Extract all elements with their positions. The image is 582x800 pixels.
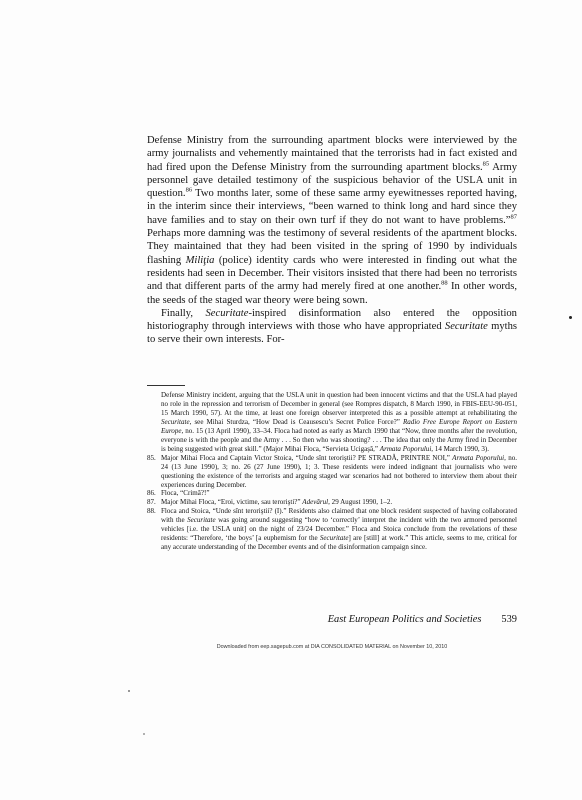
page-number: 539 (501, 614, 517, 625)
scan-speck (128, 690, 130, 692)
footnote-88 (147, 507, 517, 552)
footnote-ref-87: 87 (510, 213, 517, 221)
paragraph-1 (147, 134, 517, 307)
text-run: ] are [still] at work.” This article, seems to me, critical for any accurate understanding of the December events and of the disinformation campaign since. (161, 534, 517, 552)
italic-term: Armata Poporului (452, 453, 505, 462)
text-run: In other words, the seeds of the staged war theory were being sown. (147, 281, 517, 306)
text-run: , no. 15 (13 April 1990), 33–34. Floca had noted as early as March 1990 that “Now, three months after the revolution, everyone is with the people and the Army . . . So then who was shooting? . . . The idea that only the Army fired in December is being suggested with great skill.” (Major Mihai Floca, “Servieta Ucigaşă,” (161, 426, 517, 453)
scan-speck (143, 733, 145, 735)
text-run: , 14 March 1990, 3). (431, 444, 490, 453)
text-run: Army personnel gave detailed testimony of the suspicious behavior of the USLA unit in question. (147, 161, 517, 200)
footnote-87 (147, 498, 517, 507)
text-run: Finally, (161, 307, 206, 319)
italic-term: Miliţia (185, 254, 215, 266)
footnote-ref-85: 85 (482, 160, 490, 168)
journal-title: East European Politics and Societies (327, 614, 482, 625)
footnote-number: 85. (147, 453, 156, 462)
footnote-ref-88: 88 (441, 279, 448, 287)
italic-term: Adevărul (302, 498, 329, 507)
text-run: was going around suggesting “how to ‘correctly’ interpret the incident with the two armored personnel vehicles [i.e. the USLA unit] on the night of 23/24 December.” Floca and Stoica conclude from the revelations of these residents: “Therefore, ‘the boys’ [a euphemism for the (161, 516, 517, 543)
text-run: Perhaps more damning was the testimony of several residents of the apartment blocks. They maintained that they had been visited in the spring of 1990 by individuals flashing (147, 228, 517, 266)
italic-term: Radio Free Europe Report on Eastern Europe (161, 417, 517, 435)
text-run: , see Mihai Sturdza, “How Dead is Ceausescu’s Secret Police Force?” (189, 417, 403, 426)
footnote-continued (147, 391, 517, 454)
footnote-number: 86. (147, 489, 156, 498)
paragraph-2 (147, 307, 517, 347)
italic-term: Securitate (444, 321, 488, 333)
footnote-86 (147, 489, 517, 498)
text-run: Defense Ministry incident, arguing that the USLA unit in question had been innocent victims and that the USLA had played no role in the repression and terrorism of December in general (see Rompres dispatch, 8 March 1990, in FBIS-EEU-90-051, 15 March 1990, 57). At the time, at least one foreign observer interpreted this as a possible attempt at rehabilitating the (161, 391, 517, 417)
footnote-ref-86: 86 (185, 186, 193, 194)
footnotes (147, 391, 517, 552)
italic-term: Securitate (319, 534, 349, 543)
text-run: Major Mihai Floca and Captain Victor Stoica, “Unde sînt teroriştii? PE STRADĂ, PRINTRE NOI,” (161, 453, 453, 462)
text-run: Major Mihai Floca, “Eroi, victime, sau terorişti?” (161, 498, 303, 507)
download-stamp: Downloaded from eep.sagepub.com at DIA CONSOLIDATED MATERIAL on November 10, 2010 (216, 644, 448, 650)
text-run: , no. 24 (13 June 1990), 3; no. 26 (27 June 1990), 1; 3. These residents were indeed indignant that journalists who were questioning the existence of the terrorists and arguing staged war scenarios had not bothered to interview them about their experiences during December. (161, 453, 518, 489)
text-run: Floca and Stoica, “Unde sînt teroriştii? (I).” Residents also claimed that one block resident suspected of having collaborated with the (161, 507, 517, 525)
footnote-number: 87. (147, 498, 156, 507)
running-footer (147, 614, 517, 625)
italic-term: Securitate (205, 307, 249, 319)
footnote-number: 88. (147, 507, 156, 516)
text-run: Two months later, some of these same army eyewitnesses reported having, in the interim since their interviews, “been warned to think long and hard since they have families and to stay on their own turf if they do not want to have problems.” (147, 188, 517, 226)
text-run: , 29 August 1990, 1–2. (328, 498, 393, 507)
footnote-rule (147, 385, 185, 386)
text-run: myths to serve their own interests. For- (147, 321, 517, 346)
text-run: Defense Ministry from the surrounding apartment blocks were interviewed by the army journalists and vehemently maintained that the terrorists had in fact existed and had fired upon the Defense Ministry from the surrounding apartment blocks. (147, 135, 517, 173)
body-text (147, 134, 517, 347)
text-run: -inspired disinformation also entered the opposition historiography through interviews with those who have appropriated (147, 307, 517, 333)
text-run: (police) identity cards who were interested in finding out what the residents had seen in December. Their visitors insisted that there had been no terrorists and that different parts of the army had merely fired at one another. (147, 254, 517, 293)
italic-term: Securitate (161, 417, 190, 426)
italic-term: Armata Poporului (379, 444, 432, 453)
italic-term: Securitate (187, 516, 216, 525)
text-run: Floca, “Crimă?!” (161, 489, 210, 498)
scan-speck (569, 316, 572, 319)
footnote-85 (147, 454, 517, 490)
